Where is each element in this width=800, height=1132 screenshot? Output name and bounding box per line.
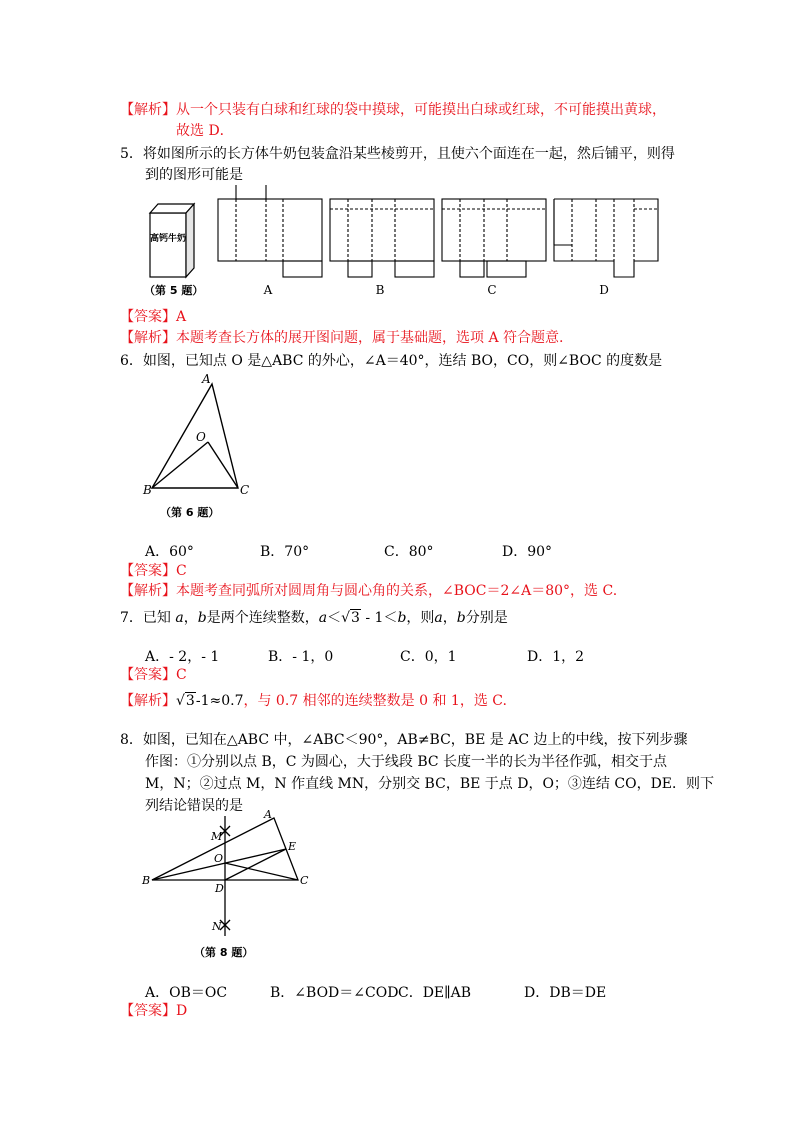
q6-stem: 6．如图，已知点 O 是△ABC 的外心，∠A＝40°，连结 BO，CO，则∠BOC 的度数是 — [120, 353, 663, 369]
net-label-b: B — [375, 283, 385, 297]
prev-analysis-line1: 【解析】从一个只装有白球和红球的袋中摸球，可能摸出白球或红球，不可能摸出黄球， — [120, 102, 666, 118]
q8-stem-line4: 列结论错误的是 — [145, 798, 243, 814]
q5-analysis: 【解析】本题考查长方体的展开图问题，属于基础题，选项 A 符合题意. — [120, 330, 564, 346]
q7-option-d: D．1，2 — [527, 649, 585, 665]
sqrt-symbol: √3 — [341, 610, 360, 626]
answer-tag: 【答案】 — [120, 309, 176, 325]
q7-analysis: 【解析】√3-1≈0.7，与 0.7 相邻的连续整数是 0 和 1，选 C. — [120, 693, 507, 709]
q6-caption: （第 6 题） — [160, 506, 220, 519]
q8-stem-line3: M，N；②过点 M，N 作直线 MN，分别交 BC，BE 于点 D，O；③连结 CO，DE．则下 — [145, 776, 715, 792]
point-n-label: N — [212, 920, 222, 933]
net-label-d: D — [599, 283, 609, 297]
q8-figure-svg — [140, 808, 320, 968]
point-c-label: C — [240, 483, 250, 497]
answer-value: C — [176, 563, 187, 579]
answer-tag: 【答案】 — [120, 1003, 176, 1019]
answer-tag: 【答案】 — [120, 667, 176, 683]
point-b-label: B — [142, 874, 151, 887]
prev-analysis-line2: 故选 D． — [176, 123, 234, 139]
q8-figure — [140, 808, 320, 968]
q5-figure — [140, 185, 680, 305]
q6-option-d: D．90° — [502, 544, 553, 560]
q7-stem: 7．已知 a，b是两个连续整数，a＜√3 - 1＜b，则a，b分别是 — [120, 610, 508, 626]
q8-caption: （第 8 题） — [194, 946, 254, 959]
q6-figure-svg — [140, 370, 280, 525]
point-o-label: O — [196, 430, 206, 444]
q6-option-b: B．70° — [260, 544, 310, 560]
q8-answer — [120, 1001, 187, 1021]
net-c — [442, 199, 546, 277]
question-number: 7． — [120, 610, 143, 626]
point-e-label: E — [288, 840, 297, 853]
q8-option-d: D．DB＝DE — [524, 985, 607, 1001]
analysis-tag: 【解析】 — [120, 330, 176, 346]
net-label-a: A — [263, 283, 273, 297]
q6-option-c: C．80° — [384, 544, 434, 560]
answer-value: A — [176, 309, 187, 325]
q8-stem-line2: 作图：①分别以点 B，C 为圆心，大于线段 BC 长度一半的长为半径作弧，相交于点 — [145, 754, 668, 770]
q5-stem-line1: 5．将如图所示的长方体牛奶包装盒沿某些棱剪开，且使六个面连在一起，然后铺平，则得 — [120, 146, 675, 162]
answer-value: C — [176, 667, 187, 683]
net-label-c: C — [487, 283, 497, 297]
point-b-label: B — [143, 483, 152, 497]
box-label: 高钙牛奶 — [149, 234, 187, 244]
q5-answer — [120, 307, 186, 327]
q6-answer — [120, 561, 187, 581]
q5-caption: （第 5 题） — [144, 284, 204, 297]
q8-option-b: B．∠BOD＝∠COD — [270, 985, 399, 1001]
net-b — [330, 199, 434, 277]
point-m-label: M — [211, 830, 223, 843]
q7-option-c: C．0，1 — [400, 649, 457, 665]
q6-figure — [140, 370, 280, 525]
analysis-tag: 【解析】 — [120, 583, 176, 599]
sqrt-symbol: √3 — [176, 693, 195, 709]
point-a-label: A — [264, 808, 272, 821]
question-number: 8． — [120, 732, 143, 748]
q7-answer — [120, 665, 187, 685]
q6-analysis: 【解析】本题考查同弧所对圆周角与圆心角的关系，∠BOC＝2∠A＝80°，选 C. — [120, 583, 618, 599]
q8-option-c: C．DE∥AB — [398, 985, 472, 1001]
q6-option-a: A．60° — [145, 544, 194, 560]
q8-stem-line1: 8．如图，已知在△ABC 中，∠ABC＜90°，AB≠BC，BE 是 AC 边上的中线，按下列步骤 — [120, 732, 688, 748]
net-a — [218, 185, 322, 277]
analysis-tag: 【解析】 — [120, 693, 176, 709]
q5-stem-line2: 到的图形可能是 — [145, 167, 243, 183]
point-d-label: D — [215, 882, 224, 895]
q5-figure-svg — [140, 185, 680, 305]
analysis-tag: 【解析】 — [120, 102, 176, 118]
question-number: 6． — [120, 353, 143, 369]
milk-box — [150, 204, 194, 277]
q8-option-a: A．OB＝OC — [145, 985, 228, 1001]
answer-tag: 【答案】 — [120, 563, 176, 579]
answer-value: D — [176, 1003, 188, 1019]
point-a-label: A — [202, 372, 211, 386]
q7-option-a: A．- 2，- 1 — [145, 649, 220, 665]
q7-option-b: B．- 1，0 — [268, 649, 334, 665]
net-d — [554, 199, 658, 277]
question-number: 5． — [120, 146, 143, 162]
point-o-label: O — [214, 852, 224, 865]
point-c-label: C — [300, 874, 309, 887]
